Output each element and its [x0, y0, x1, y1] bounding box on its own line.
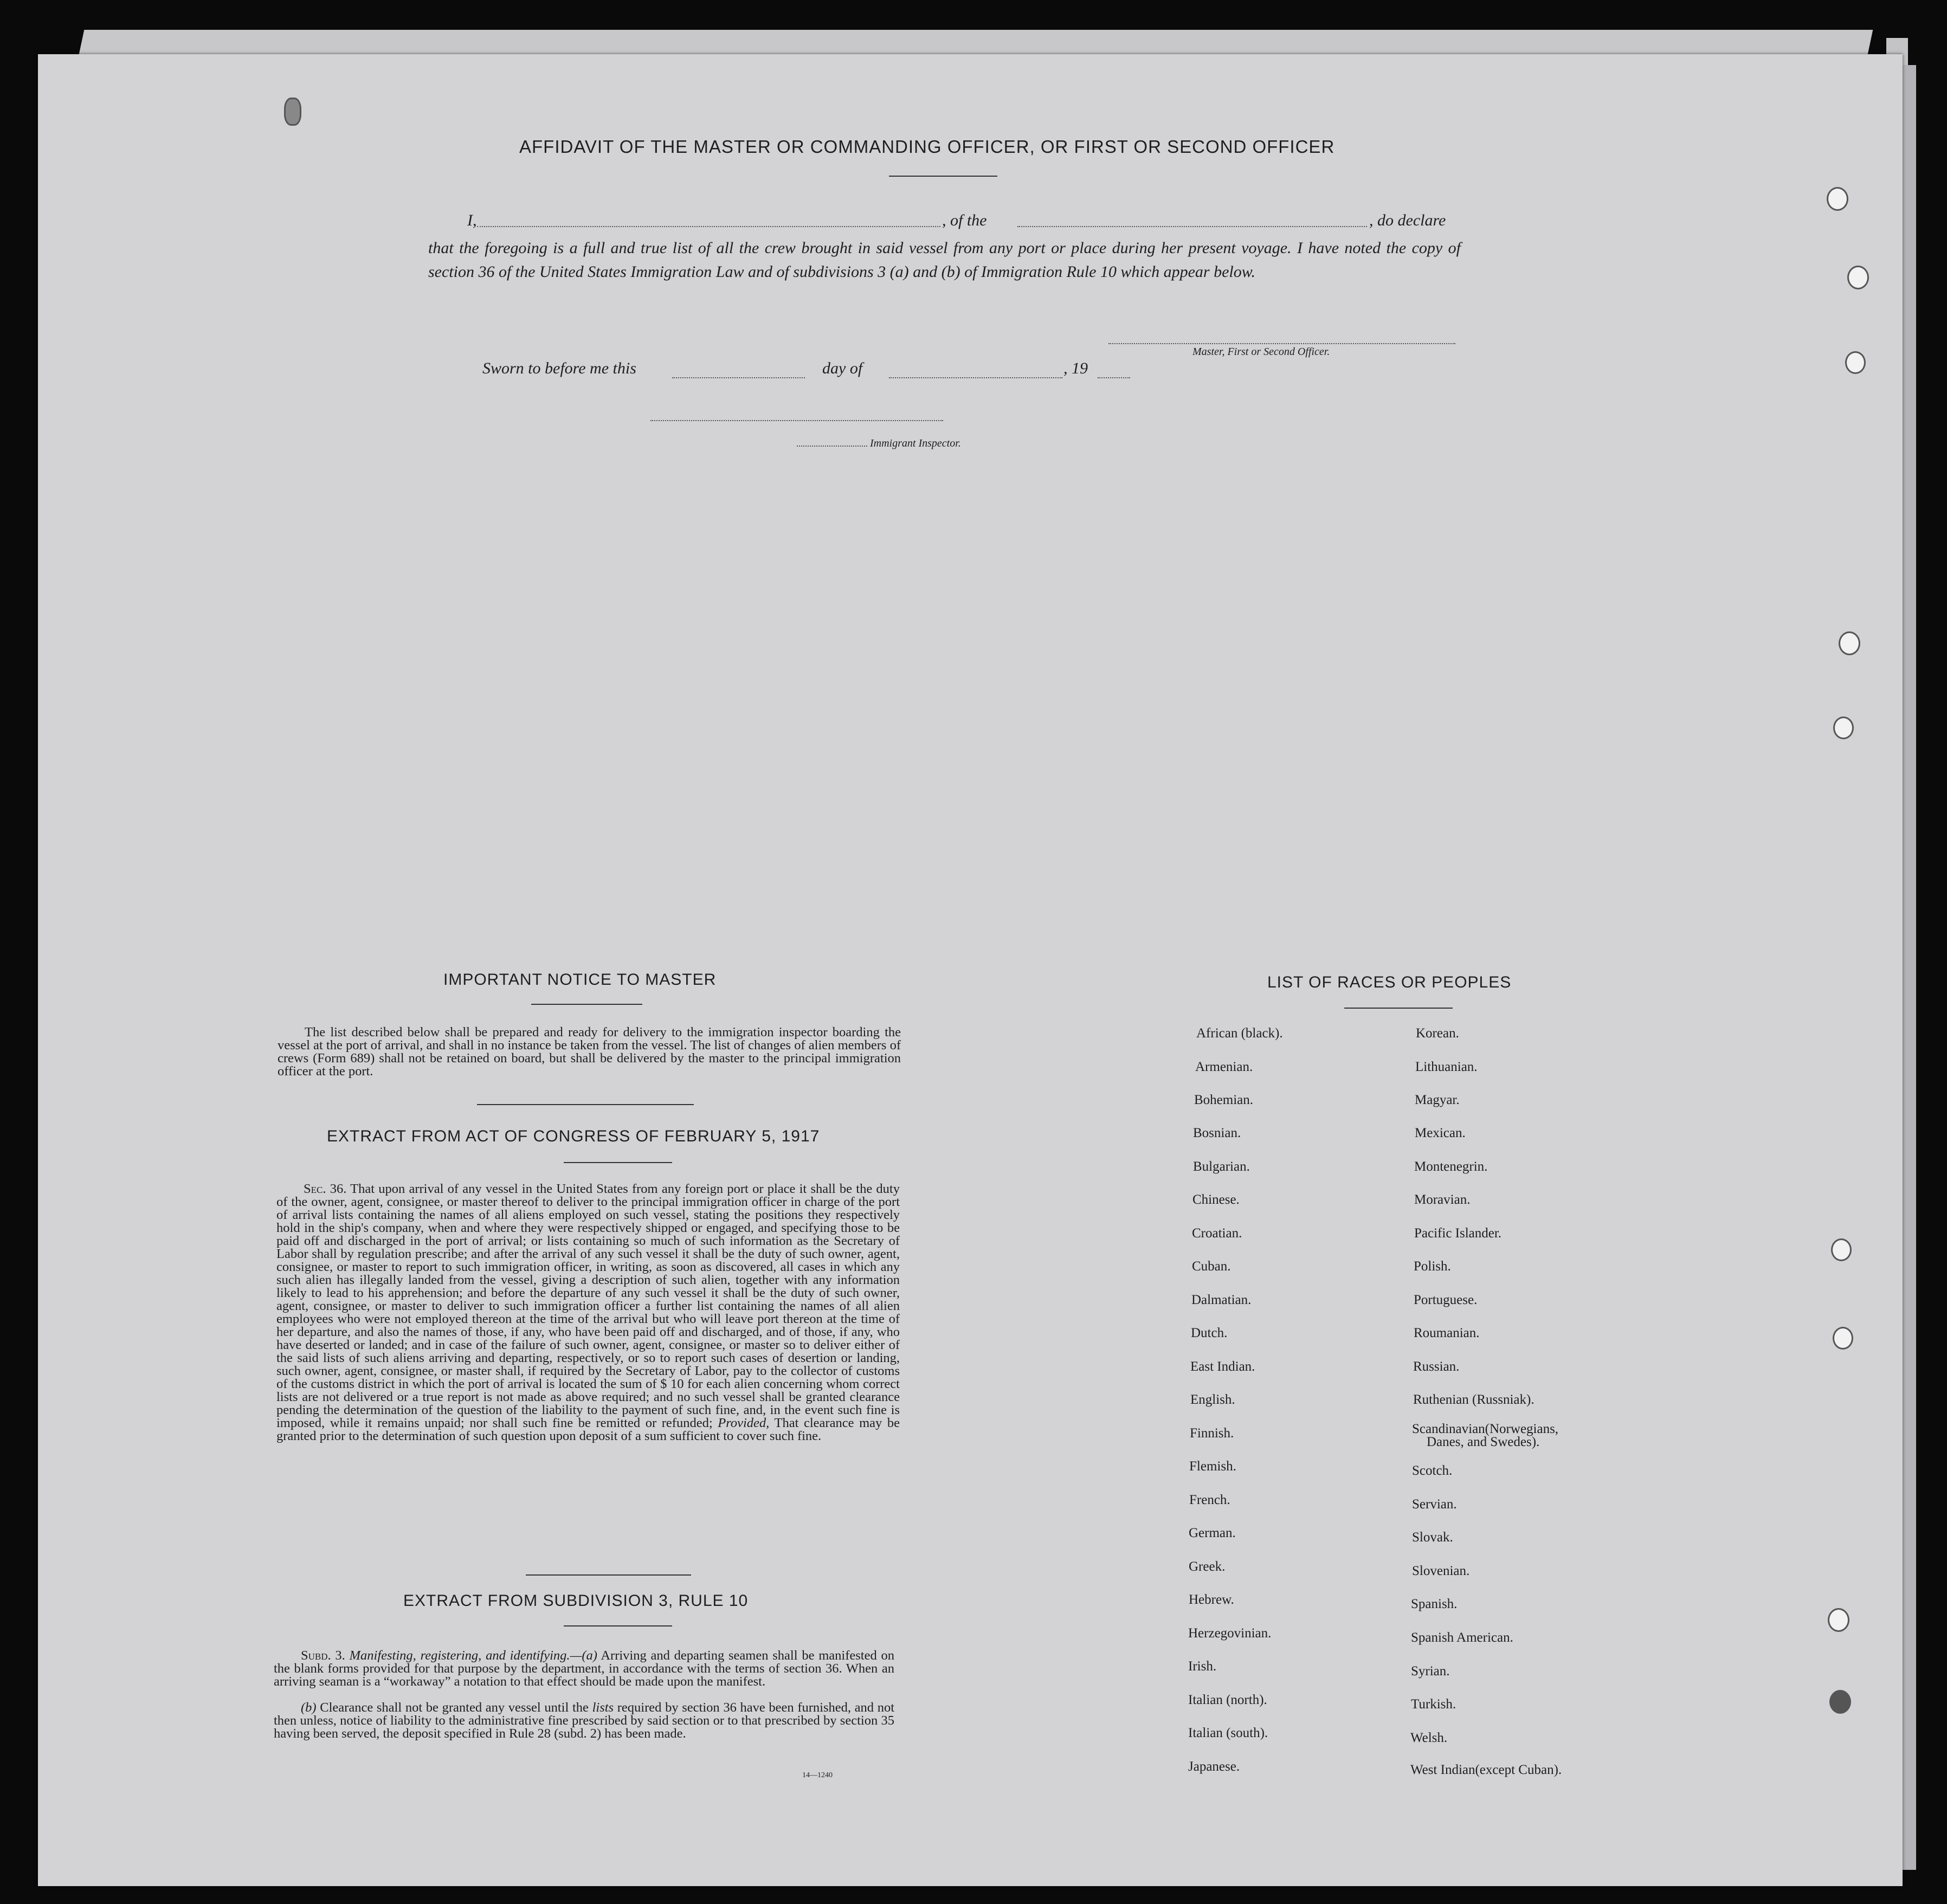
race-item: Greek. [1189, 1559, 1226, 1574]
affidavit-declare: , do declare [1369, 211, 1446, 229]
punch-hole-icon [1828, 1608, 1849, 1632]
rule-b-lists: lists [592, 1700, 614, 1715]
act-provided: Provided, [718, 1416, 770, 1430]
rule-subd-italic: Manifesting, registering, and identifying.—(a) [349, 1648, 597, 1663]
race-item: Korean. [1416, 1026, 1459, 1041]
vessel-blank [1017, 226, 1367, 227]
document-page [38, 54, 1903, 1886]
rule-b-text [274, 1701, 894, 1740]
act-text [276, 1183, 900, 1443]
race-item: Montenegrin. [1414, 1159, 1488, 1174]
race-item: Bulgarian. [1193, 1159, 1250, 1174]
act-body: That upon arrival of any vessel in the United States from any foreign port or place it shall be the duty of the owner, agent, consignee, or master thereof to deliver to the principal immigration officer in charge of the port of arrival lists containing the names of all aliens employed on such vessel, stating the positions they respectively hold in the ship's company, when and where they were respectively shipped or engaged, and specifying those to be paid off and discharged in the port of arrival; or lists containing so much of such information as the Secretary of Labor shall by regulation prescribe; and after the arrival of any such vessel it shall be the duty of such owner, agent, consignee, or master to report to such immigration officer, in writing, as soon as discovered, all cases in which any such alien has illegally landed from the vessel, giving a description of such alien, together with any information likely to lead to his apprehension; and before the departure of any such vessel it shall be the duty of such owner, agent, consignee, or master to deliver to such immigration officer a further list containing the names of all alien employees who were not employed thereon at the time of the arrival but who will leave port thereon at the time of her departure, and also the names of those, if any, who have been paid off and discharged, and of those, if any, who have deserted or landed; and in case of the failure of such owner, agent, consignee, or master so to deliver either of the said lists of such aliens arriving and departing, respectively, or so to report such cases of desertion or landing, such owner, agent, consignee, or master shall, if required by the Secretary of Labor, pay to the collector of customs of the customs district in which the port of arrival is located the sum of $ 10 for each alien concerning whom correct lists are not delivered or a true report is not made as above required; and no such vessel shall be granted clearance pending the determination of the question of the liability to the payment of such fine, and, in the event such fine is imposed, while it remains unpaid; nor shall such fine be remitted or refunded; [276, 1182, 900, 1430]
rule-underline [564, 1625, 672, 1627]
rule-subd-label: Subd. 3. [301, 1648, 345, 1663]
race-item: Roumanian. [1414, 1326, 1480, 1340]
race-item: Turkish. [1411, 1697, 1456, 1712]
race-item: Servian. [1412, 1497, 1457, 1512]
race-item: Bosnian. [1193, 1126, 1241, 1140]
race-item: Irish. [1188, 1659, 1217, 1674]
year-text: , 19 [1063, 359, 1088, 377]
race-item: Mexican. [1415, 1126, 1466, 1140]
rule-title: EXTRACT FROM SUBDIVISION 3, RULE 10 [403, 1592, 749, 1610]
race-item: Flemish. [1189, 1459, 1236, 1474]
punch-hole-icon [1845, 351, 1866, 374]
affidavit-title: AFFIDAVIT OF THE MASTER OR COMMANDING OFFICER, OR FIRST OR SECOND OFFICER [519, 137, 1335, 157]
punch-hole-icon [1839, 631, 1860, 655]
day-blank [672, 377, 805, 378]
year-blank [1098, 377, 1130, 378]
master-signature-line [1108, 343, 1455, 344]
race-item: Armenian. [1195, 1060, 1253, 1074]
rule-b-body-1: Clearance shall not be granted any vessel until the [320, 1700, 589, 1715]
day-of-text: day of [822, 359, 863, 377]
race-item: English. [1190, 1392, 1235, 1407]
sworn-text: Sworn to before me this [482, 359, 636, 377]
act-body-end: That clearance may be granted prior to the determination of such question upon deposit of a sum sufficient to cover such fine. [276, 1416, 900, 1443]
affidavit-of-the: , of the [942, 211, 987, 229]
master-label: Master, First or Second Officer. [1192, 346, 1330, 358]
page-edge-top [79, 30, 1873, 57]
race-item: Scotch. [1412, 1463, 1453, 1478]
race-item: Herzegovinian. [1188, 1626, 1272, 1641]
name-blank [477, 226, 940, 227]
race-item: East Indian. [1190, 1359, 1255, 1374]
race-item: Italian (north). [1188, 1693, 1267, 1707]
races-underline [1344, 1008, 1453, 1009]
notice-underline [531, 1004, 642, 1005]
act-sec-label: Sec. 36. [304, 1182, 347, 1196]
race-item: Spanish American. [1411, 1630, 1513, 1645]
race-item: Pacific Islander. [1414, 1226, 1502, 1241]
rule-b-body-2: required by section 36 have been furnished, and not then unless, notice of liability to the administrative fine prescribed by said section or to that prescribed by section 35 having been served, the deposit specified in Rule 28 (subd. 2) has been made. [274, 1700, 895, 1741]
race-item: Bohemian. [1194, 1093, 1254, 1107]
title-underline [889, 176, 997, 177]
race-item: Japanese. [1188, 1759, 1240, 1774]
punch-hole-icon [1831, 1238, 1852, 1261]
punch-hole-icon [1827, 187, 1848, 211]
rule-subd-body: Arriving and departing seamen shall be manifested on the blank forms provided for that purpose by the department, in accordance with the terms of section 36. When an arriving seaman is a “workaway” a notation to that effect should be made upon the manifest. [274, 1648, 895, 1689]
punch-hole-icon [284, 98, 301, 126]
notice-title: IMPORTANT NOTICE TO MASTER [443, 971, 717, 989]
race-item: Lithuanian. [1415, 1060, 1478, 1074]
punch-hole-icon [1833, 1327, 1853, 1350]
race-item: Russian. [1413, 1359, 1460, 1374]
race-item: Croatian. [1192, 1226, 1242, 1241]
race-item: Syrian. [1411, 1664, 1450, 1679]
race-item: Slovak. [1412, 1530, 1453, 1545]
race-item: Italian (south). [1188, 1726, 1268, 1740]
race-item: Portuguese. [1414, 1293, 1478, 1307]
race-item: German. [1189, 1526, 1236, 1540]
race-item: African (black). [1196, 1026, 1283, 1041]
print-code: 14—1240 [802, 1771, 833, 1779]
act-title: EXTRACT FROM ACT OF CONGRESS OF FEBRUARY 5, 1917 [327, 1127, 820, 1145]
race-item: West Indian(except Cuban). [1410, 1763, 1562, 1777]
race-item: Welsh. [1410, 1731, 1448, 1745]
inspector-signature-line [650, 420, 943, 421]
race-item: Hebrew. [1189, 1592, 1234, 1607]
notice-text: The list described below shall be prepared and ready for delivery to the immigration inspector boarding the vessel at the port of arrival, and shall in no instance be taken from the vessel. The list of changes of alien members of crews (Form 689) shall not be retained on board, but shall be delivered by the master to the principal immigration officer at the port. [278, 1025, 901, 1079]
races-title: LIST OF RACES OR PEOPLES [1267, 973, 1512, 991]
punch-hole-icon [1829, 1690, 1851, 1714]
notice-divider [477, 1104, 694, 1105]
punch-hole-icon [1833, 717, 1854, 739]
race-item: Spanish. [1411, 1597, 1458, 1611]
race-item: Chinese. [1192, 1192, 1240, 1207]
rule-b-label: (b) [301, 1700, 317, 1715]
race-item: Magyar. [1415, 1093, 1460, 1107]
race-item: Danes, and Swedes). [1427, 1435, 1540, 1449]
race-item: Scandinavian(Norwegians, [1412, 1422, 1559, 1436]
race-item: Polish. [1414, 1259, 1451, 1274]
race-item: Slovenian. [1412, 1564, 1470, 1578]
affidavit-i: I, [467, 211, 477, 229]
punch-hole-icon [1847, 266, 1869, 289]
inspector-label: Immigrant Inspector. [870, 437, 961, 449]
race-item: Cuban. [1192, 1259, 1231, 1274]
act-divider [526, 1574, 691, 1576]
race-item: Dutch. [1191, 1326, 1228, 1340]
race-item: Finnish. [1190, 1426, 1234, 1441]
race-item: Ruthenian (Russniak). [1413, 1392, 1535, 1407]
rule-subd-text [274, 1649, 894, 1688]
affidavit-paragraph: that the foregoing is a full and true list of all the crew brought in said vessel from any port or place during her present voyage. I have noted the copy of section 36 of the United States Immigration Law and of subdivisions 3 (a) and (b) of Immigration Rule 10 which appear below. [428, 239, 1461, 281]
race-item: Dalmatian. [1191, 1293, 1252, 1307]
race-item: Moravian. [1414, 1192, 1471, 1207]
month-blank [889, 377, 1062, 378]
inspector-signature-line-2 [797, 446, 867, 447]
race-item: French. [1189, 1493, 1230, 1507]
act-underline [564, 1162, 672, 1163]
